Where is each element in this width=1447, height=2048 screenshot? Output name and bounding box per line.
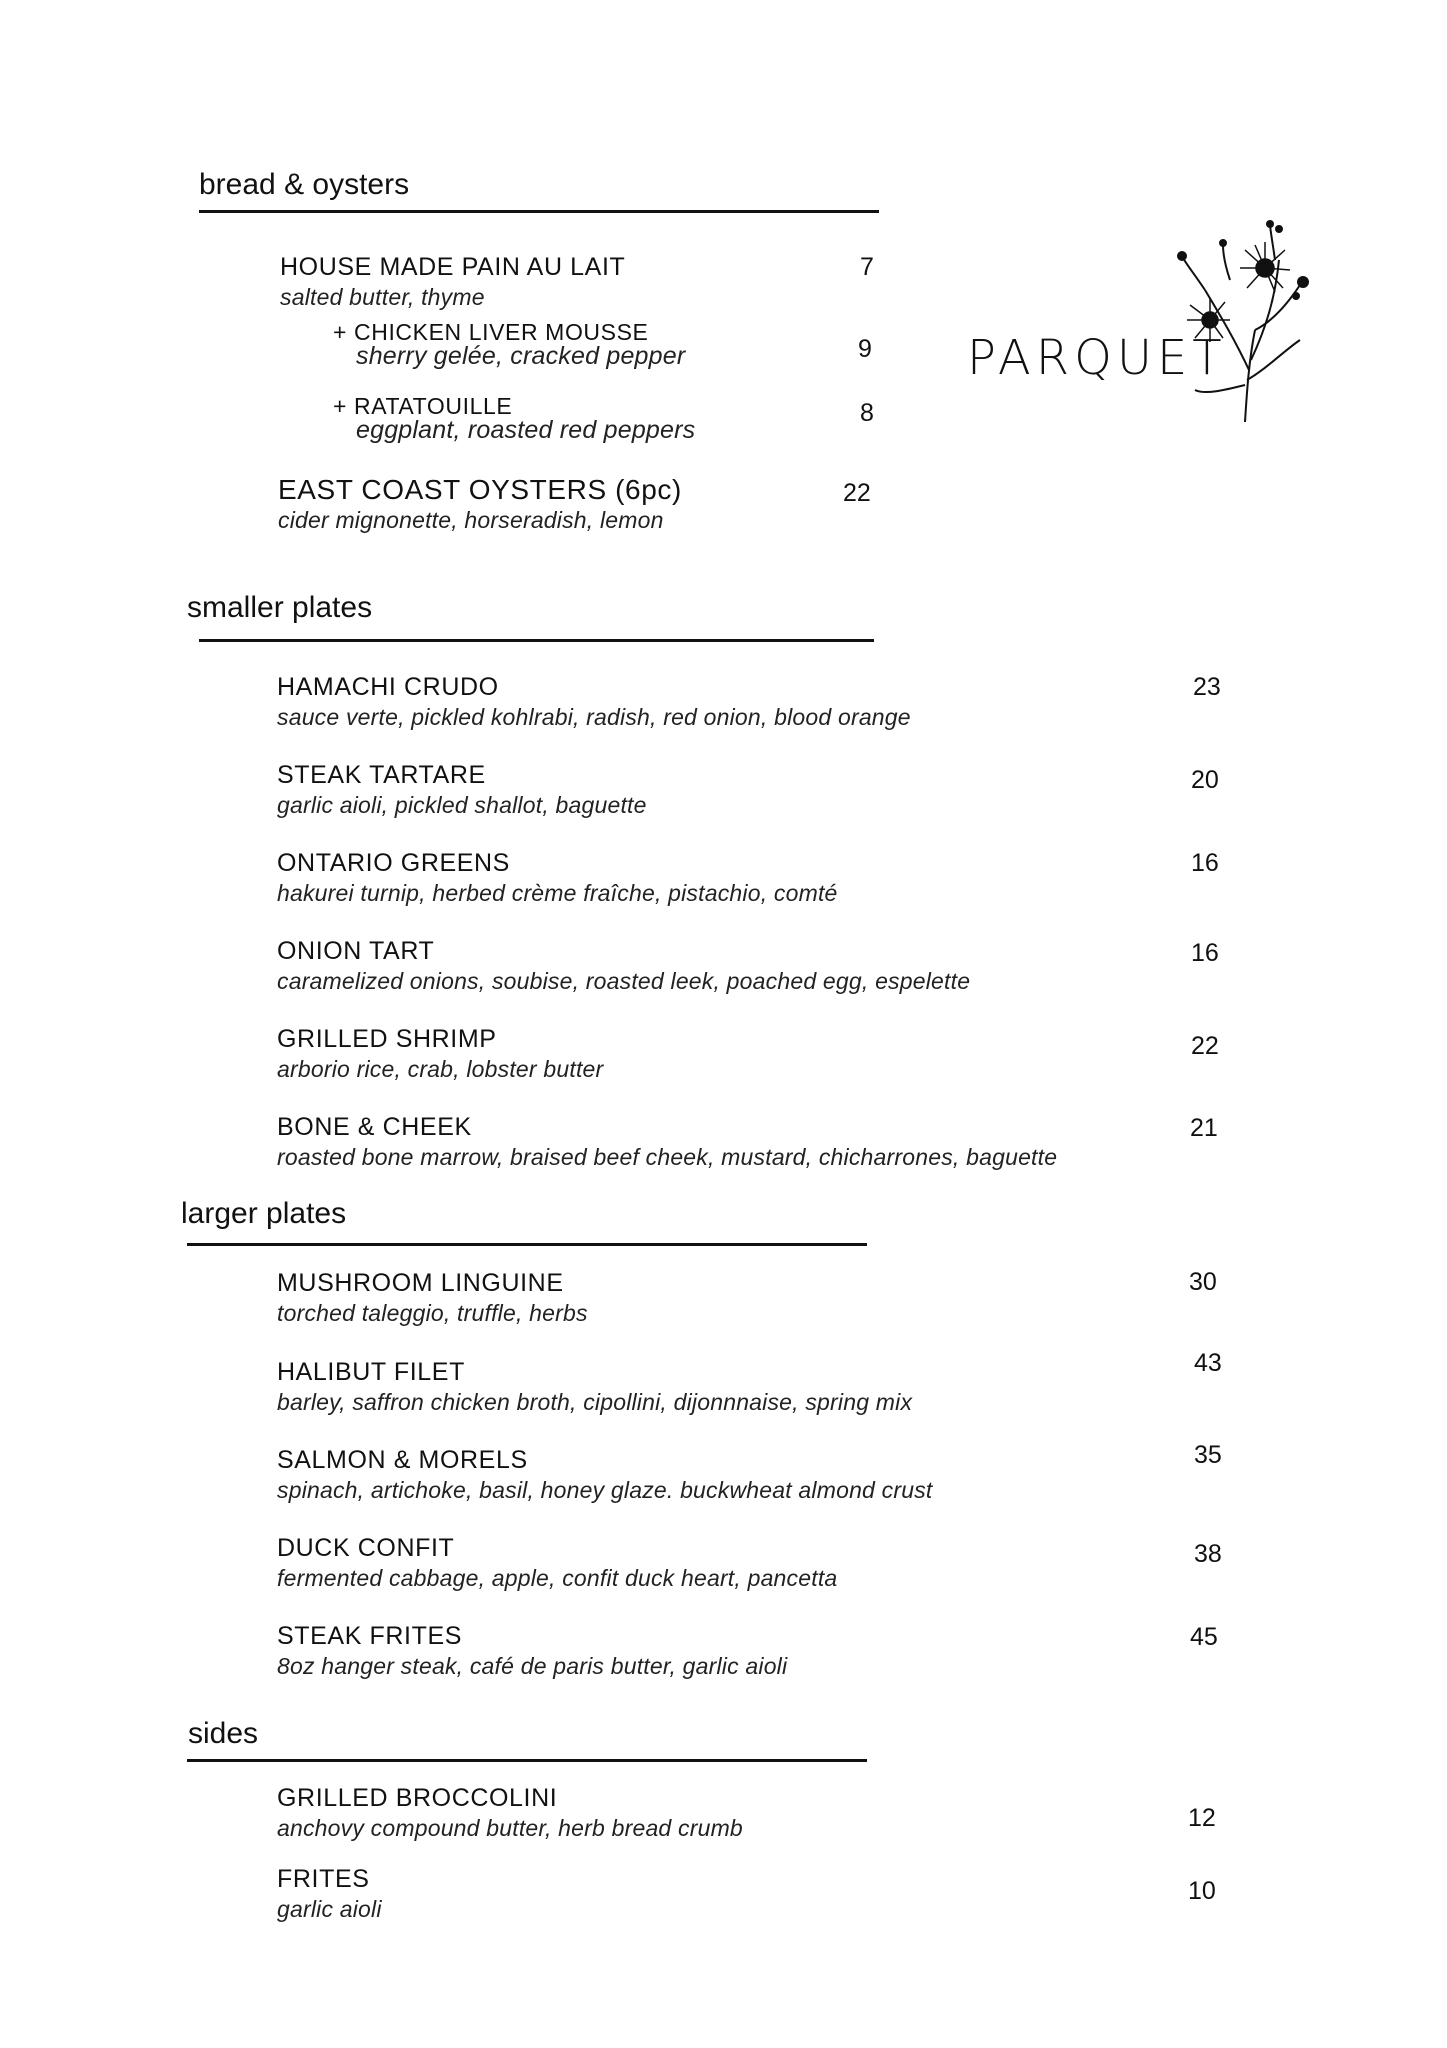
section-title: bread & oysters xyxy=(199,168,410,201)
menu-item-desc: spinach, artichoke, basil, honey glaze. buckwheat almond crust xyxy=(277,1477,933,1503)
section-title: larger plates xyxy=(181,1197,347,1230)
menu-item-name: STEAK FRITES xyxy=(277,1622,463,1650)
menu-item-desc: hakurei turnip, herbed crème fraîche, pistachio, comté xyxy=(277,880,838,906)
menu-item-name: + RATATOUILLE xyxy=(333,393,513,419)
menu-item-price: 9 xyxy=(858,335,872,363)
menu-item-price: 22 xyxy=(843,479,871,507)
menu-item-desc: garlic aioli xyxy=(277,1896,382,1922)
menu-item-name: GRILLED SHRIMP xyxy=(277,1025,497,1053)
menu-item-price: 16 xyxy=(1191,939,1219,967)
menu-item-name: SALMON & MORELS xyxy=(277,1446,528,1474)
menu-item-name: HOUSE MADE PAIN AU LAIT xyxy=(280,253,626,281)
menu-item-name: MUSHROOM LINGUINE xyxy=(277,1269,564,1297)
menu-item-desc: salted butter, thyme xyxy=(280,284,485,310)
menu-item-price: 21 xyxy=(1190,1114,1218,1142)
menu-item-desc: roasted bone marrow, braised beef cheek, mustard, chicharrones, baguette xyxy=(277,1144,1058,1170)
menu-item-price: 38 xyxy=(1194,1540,1222,1568)
menu-item-price: 43 xyxy=(1194,1349,1222,1377)
menu-item-name: ONION TART xyxy=(277,937,435,965)
menu-item-desc: sauce verte, pickled kohlrabi, radish, red onion, blood orange xyxy=(277,704,911,730)
menu-item-price: 7 xyxy=(860,253,874,281)
section-title: sides xyxy=(188,1717,259,1750)
menu-item-price: 30 xyxy=(1189,1268,1217,1296)
menu-item-desc: sherry gelée, cracked pepper xyxy=(356,342,686,370)
menu-item-price: 16 xyxy=(1191,849,1219,877)
section-title: smaller plates xyxy=(187,591,373,624)
menu-item-desc: anchovy compound butter, herb bread crumb xyxy=(277,1815,743,1841)
menu-item-desc: 8oz hanger steak, café de paris butter, garlic aioli xyxy=(277,1653,788,1679)
section-divider xyxy=(199,639,874,642)
menu-item-price: 12 xyxy=(1188,1804,1216,1832)
menu-item-name: GRILLED BROCCOLINI xyxy=(277,1784,558,1812)
menu-item-desc: fermented cabbage, apple, confit duck heart, pancetta xyxy=(277,1565,838,1591)
menu-item-price: 23 xyxy=(1193,673,1221,701)
menu-item-desc: eggplant, roasted red peppers xyxy=(356,416,696,444)
menu-item-price: 8 xyxy=(860,399,874,427)
menu-item-name: DUCK CONFIT xyxy=(277,1534,455,1562)
menu-item-desc: barley, saffron chicken broth, cipollini, dijonnnaise, spring mix xyxy=(277,1389,913,1415)
menu-item-name: FRITES xyxy=(277,1865,370,1893)
menu-item-name: STEAK TARTARE xyxy=(277,761,486,789)
menu-item-price: 45 xyxy=(1190,1623,1218,1651)
menu-item-name: BONE & CHEEK xyxy=(277,1113,472,1141)
section-divider xyxy=(187,1243,867,1246)
menu-item-price: 20 xyxy=(1191,766,1219,794)
menu-item-desc: cider mignonette, horseradish, lemon xyxy=(278,507,664,533)
menu-item-desc: torched taleggio, truffle, herbs xyxy=(277,1300,588,1326)
menu-item-price: 10 xyxy=(1188,1877,1216,1905)
menu-item-desc: arborio rice, crab, lobster butter xyxy=(277,1056,604,1082)
menu-item-name: EAST COAST OYSTERS (6pc) xyxy=(278,474,682,505)
section-divider xyxy=(199,210,879,213)
wildflower-bouquet-icon xyxy=(1175,220,1320,425)
section-divider xyxy=(187,1759,867,1762)
menu-item-price: 35 xyxy=(1194,1441,1222,1469)
menu-item-name: HAMACHI CRUDO xyxy=(277,673,499,701)
menu-item-price: 22 xyxy=(1191,1032,1219,1060)
menu-item-name: + CHICKEN LIVER MOUSSE xyxy=(333,319,649,345)
menu-item-desc: garlic aioli, pickled shallot, baguette xyxy=(277,792,647,818)
brand-wordmark: PARQUET xyxy=(967,330,1227,386)
menu-item-name: HALIBUT FILET xyxy=(277,1358,465,1386)
menu-item-name: ONTARIO GREENS xyxy=(277,849,510,877)
menu-item-desc: caramelized onions, soubise, roasted leek, poached egg, espelette xyxy=(277,968,971,994)
